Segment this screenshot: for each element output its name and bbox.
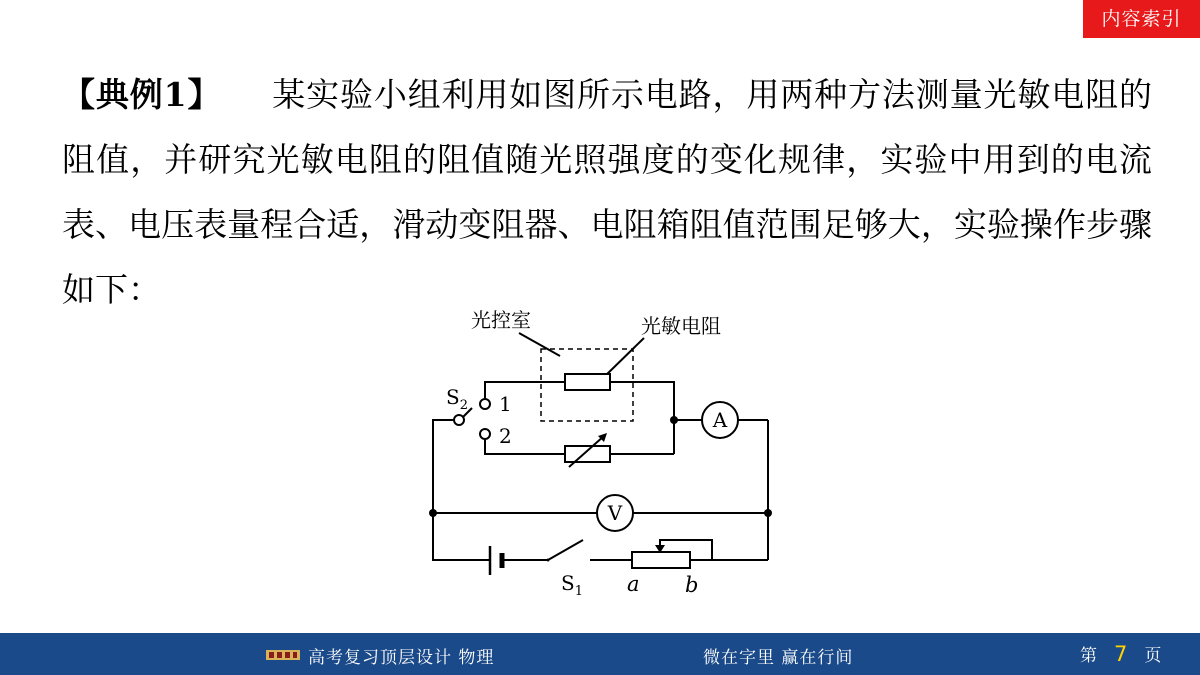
publisher-logo-icon	[266, 647, 300, 663]
photoresistor	[565, 374, 610, 390]
page-indicator: 第 7 页	[1080, 642, 1162, 666]
switch1-label: $S_1$	[561, 571, 583, 599]
light-chamber-label: 光控室	[471, 308, 531, 332]
rheostat-end-b: b	[685, 573, 699, 597]
resistance-box	[565, 446, 610, 462]
terminal-1-label: 1	[499, 392, 512, 416]
terminal-2	[480, 429, 490, 439]
ammeter-label: A	[712, 408, 728, 432]
terminal-1	[480, 399, 490, 409]
rheostat	[632, 552, 690, 568]
page-number: 7	[1114, 642, 1128, 666]
book-title: 高考复习顶层设计 物理	[308, 648, 495, 668]
battery	[490, 546, 502, 575]
footer-bar	[0, 633, 1200, 675]
problem-body: 某实验小组利用如图所示电路，用两种方法测量光敏电阻的阻值，并研究光敏电阻的阻值随光照强度的变化规律，实验中用到的电流表、电压表量程合适，滑动变阻器、电阻箱阻值范围足够大，实验操作步骤如下：	[62, 75, 1152, 309]
content-index-button[interactable]: 内容索引	[1083, 0, 1200, 38]
switch2-pivot	[454, 415, 464, 425]
footer-motto: 微在字里 赢在行间	[703, 648, 854, 668]
voltmeter-label: V	[607, 501, 623, 525]
photoresistor-label: 光敏电阻	[641, 314, 721, 338]
switch2-label: $S_2$	[446, 385, 468, 413]
example-tag: 【典例1】	[62, 75, 222, 114]
rheostat-end-a: a	[627, 572, 640, 596]
terminal-2-label: 2	[499, 424, 512, 448]
